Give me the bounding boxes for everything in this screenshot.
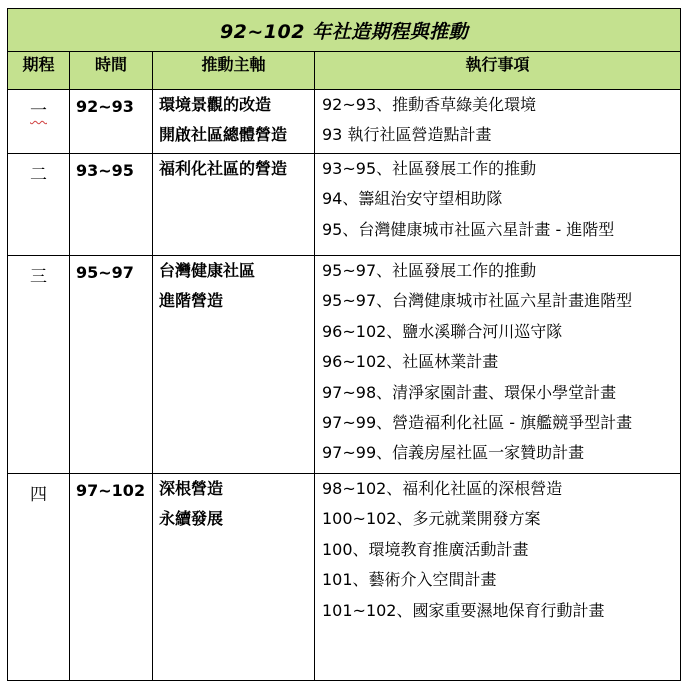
list-item: 95~97、社區發展工作的推動 bbox=[322, 261, 537, 280]
time-cell: 95~97 bbox=[70, 256, 153, 474]
schedule-table bbox=[7, 8, 681, 681]
list-item: 93~95、社區發展工作的推動 bbox=[322, 159, 537, 178]
header-items: 執行事項 bbox=[315, 52, 681, 90]
phase-cell: 四 bbox=[8, 474, 70, 681]
table-row bbox=[8, 256, 681, 474]
focus-cell bbox=[153, 256, 315, 474]
header-focus: 推動主軸 bbox=[153, 52, 315, 90]
list-item: 100、環境教育推廣活動計畫 bbox=[322, 539, 529, 559]
table-row bbox=[8, 474, 681, 681]
schedule-table-wrapper bbox=[7, 8, 680, 678]
focus-cell bbox=[153, 474, 315, 681]
list-item: 94、籌組治安守望相助隊 bbox=[322, 189, 503, 209]
phase-cell: 三 bbox=[8, 256, 70, 474]
list-item: 95、台灣健康城市社區六星計畫 - 進階型 bbox=[322, 219, 615, 239]
table-title bbox=[8, 9, 681, 52]
items-cell bbox=[315, 154, 681, 256]
list-item: 97~98、清淨家園計畫、環保小學堂計畫 bbox=[322, 382, 617, 402]
header-time: 時間 bbox=[70, 52, 153, 90]
focus-line: 環境景觀的改造 bbox=[159, 95, 272, 114]
focus-line: 進階營造 bbox=[159, 291, 224, 310]
phase-cell: 二 bbox=[8, 154, 70, 256]
title-text: 年社造期程與推動 bbox=[312, 20, 469, 43]
list-item: 96~102、鹽水溪聯合河川巡守隊 bbox=[322, 321, 563, 341]
list-item: 97~99、營造福利化社區 - 旗艦競爭型計畫 bbox=[322, 413, 633, 433]
list-item: 101~102、國家重要濕地保育行動計畫 bbox=[322, 600, 605, 620]
focus-line: 福利化社區的營造 bbox=[159, 159, 288, 178]
phase-cell bbox=[8, 90, 70, 154]
items-cell bbox=[315, 90, 681, 154]
time-cell: 92~93 bbox=[70, 90, 153, 154]
items-cell bbox=[315, 256, 681, 474]
items-cell bbox=[315, 474, 681, 681]
time-cell: 93~95 bbox=[70, 154, 153, 256]
list-item: 95~97、台灣健康城市社區六星計畫進階型 bbox=[322, 291, 633, 311]
phase-label: 一 bbox=[30, 101, 47, 121]
header-phase: 期程 bbox=[8, 52, 70, 90]
table-row bbox=[8, 90, 681, 154]
list-item: 96~102、社區林業計畫 bbox=[322, 352, 499, 372]
list-item: 101、藝術介入空間計畫 bbox=[322, 570, 497, 590]
focus-line: 開啟社區總體營造 bbox=[159, 125, 288, 144]
time-cell: 97~102 bbox=[70, 474, 153, 681]
list-item: 98~102、福利化社區的深根營造 bbox=[322, 479, 563, 498]
title-range: 92~102 bbox=[219, 20, 305, 43]
focus-cell bbox=[153, 154, 315, 256]
list-item: 100~102、多元就業開發方案 bbox=[322, 509, 541, 529]
focus-line: 深根營造 bbox=[159, 479, 224, 498]
focus-line: 台灣健康社區 bbox=[159, 261, 256, 280]
focus-cell bbox=[153, 90, 315, 154]
table-row bbox=[8, 154, 681, 256]
list-item: 93 執行社區營造點計畫 bbox=[322, 125, 492, 145]
focus-line: 永續發展 bbox=[159, 509, 224, 528]
list-item: 92~93、推動香草綠美化環境 bbox=[322, 95, 537, 114]
list-item: 97~99、信義房屋社區一家贊助計畫 bbox=[322, 443, 585, 463]
